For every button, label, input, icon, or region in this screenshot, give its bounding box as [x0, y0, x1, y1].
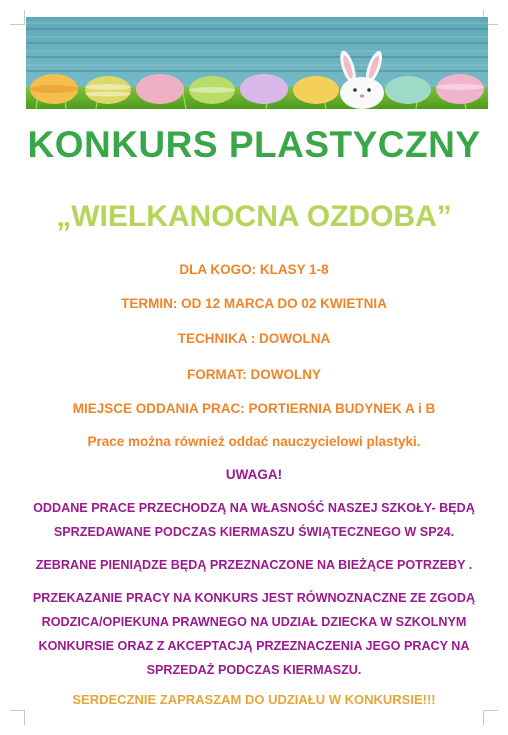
- notice-paragraph-3-line-1: PRZEKAZANIE PRACY NA KONKURS JEST RÓWNOZNACZNE ZE ZGODĄ: [32, 591, 476, 605]
- easter-eggs-bunny-icon: [26, 17, 488, 109]
- info-place: MIEJSCE ODDANIA PRAC: PORTIERNIA BUDYNEK A i B: [72, 401, 436, 416]
- page-corner-top-left: [10, 10, 25, 25]
- info-format: FORMAT: DOWOLNY: [187, 367, 321, 382]
- page-corner-bottom-right: [483, 710, 498, 725]
- info-term: TERMIN: OD 12 MARCA DO 02 KWIETNIA: [121, 296, 387, 311]
- easter-banner-image: [26, 17, 488, 109]
- info-technique: TECHNIKA : DOWOLNA: [177, 331, 331, 346]
- notice-heading: UWAGA!: [225, 467, 283, 482]
- page-corner-bottom-left: [10, 710, 25, 725]
- notice-paragraph-1-line-2: SPRZEDAWANE PODCZAS KIERMASZU ŚWIĄTECZNEGO W SP24.: [53, 525, 455, 539]
- notice-paragraph-2: ZEBRANE PIENIĄDZE BĘDĄ PRZEZNACZONE NA BIEŻĄCE POTRZEBY .: [35, 558, 473, 572]
- notice-paragraph-1-line-1: ODDANE PRACE PRZECHODZĄ NA WŁASNOŚĆ NASZEJ SZKOŁY- BĘDĄ: [33, 501, 475, 515]
- page-title: KONKURS PLASTYCZNY: [27, 124, 481, 165]
- notice-paragraph-3-line-3: KONKURSIE ORAZ Z AKCEPTACJĄ PRZEZNACZENIA JEGO PRACY NA: [38, 639, 470, 653]
- contest-subtitle: „WIELKANOCNA OZDOBA”: [56, 200, 452, 233]
- notice-paragraph-3-line-2: RODZICA/OPIEKUNA PRAWNEGO NA UDZIAŁ DZIECKA W SZKOLNYM: [41, 615, 467, 629]
- info-teacher: Prace można również oddać nauczycielowi plastyki.: [87, 434, 421, 449]
- notice-paragraph-3-line-4: SPRZEDAŻ PODCZAS KIERMASZU.: [146, 663, 362, 677]
- closing-invitation: SERDECZNIE ZAPRASZAM DO UDZIAŁU W KONKURSIE!!!: [72, 692, 436, 707]
- info-for-whom: DLA KOGO: KLASY 1-8: [179, 262, 329, 277]
